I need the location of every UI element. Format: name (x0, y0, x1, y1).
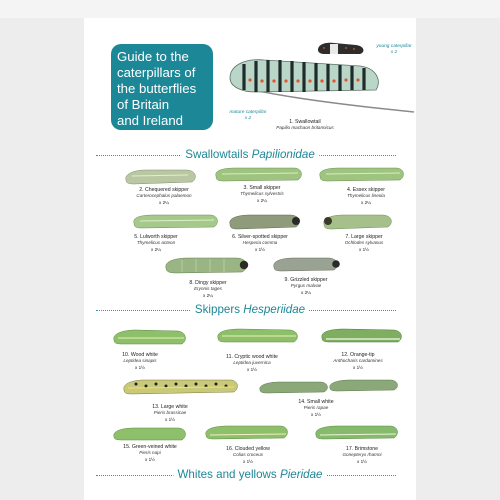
species-number: 4. Essex skipper (346, 187, 386, 193)
species-number: 3. Small skipper (243, 185, 281, 191)
species-magnification: x 1½ (165, 416, 175, 422)
species-label-7 (345, 234, 384, 253)
title-line: of Britain (117, 97, 170, 112)
wood-white-caterpillar (114, 330, 186, 344)
species-number: 12. Orange-tip (341, 352, 375, 358)
species-magnification: x 1½ (357, 458, 367, 464)
species-label-6 (232, 234, 288, 253)
grizzled-skipper-caterpillar (274, 258, 340, 271)
species-scientific: Leptidea juvernica (233, 360, 271, 366)
species-magnification: x 1½ (255, 246, 265, 252)
species-magnification: x 1½ (359, 246, 369, 252)
guide-sheet (84, 18, 416, 500)
mature-label-text: mature caterpillar (229, 110, 267, 115)
large-skipper-caterpillar (324, 215, 392, 229)
essex-skipper-caterpillar (320, 168, 404, 181)
young-caterpillar-label (376, 44, 411, 56)
chequered-skipper-caterpillar (126, 170, 196, 184)
orange-tip-caterpillar (322, 329, 402, 342)
species-scientific: Carterocephalus palaemon (136, 193, 192, 199)
species-label-4 (347, 187, 385, 206)
species-label-17 (342, 446, 381, 465)
large-white-caterpillar (124, 380, 238, 394)
species-number: 9. Grizzled skipper (284, 277, 328, 283)
species-number: 2. Chequered skipper (139, 187, 189, 193)
title-line: Guide to the (117, 49, 189, 64)
species-magnification: x 1½ (247, 366, 257, 372)
species-scientific: Colias croceus (232, 452, 264, 458)
cryptic-wood-white-caterpillar (218, 329, 298, 342)
species-scientific: Pieris brassicae (153, 410, 187, 416)
species-scientific: Pyrgus malvae (290, 283, 322, 289)
title-line: and Ireland (117, 113, 183, 128)
species-scientific: Gonepteryx rhamni (342, 452, 382, 458)
species-label-15 (123, 444, 177, 463)
species-label-5 (134, 234, 178, 253)
section-scientific: Pieridae (279, 468, 323, 481)
section-common: Whites and yellows (177, 468, 277, 481)
small-skipper-caterpillar (216, 168, 302, 181)
section-title (191, 303, 309, 316)
species-label-13 (152, 404, 187, 423)
section-heading-whites (84, 468, 416, 482)
species-scientific: Pieris napi (139, 450, 161, 456)
species-scientific: Erynnis tages (194, 286, 222, 292)
species-label-8 (189, 280, 226, 299)
species-label-3 (240, 185, 283, 204)
top-margin (0, 0, 500, 18)
species-magnification: x 2¼ (301, 289, 311, 295)
species-scientific: Thymelicus lineola (347, 193, 385, 199)
swallowtail-label (276, 119, 333, 132)
species-scientific: Leptidea sinapis (123, 358, 157, 364)
section-common: Skippers (194, 303, 240, 316)
green-veined-white-caterpillar (114, 428, 186, 440)
swallowtail-mature-caterpillar (230, 60, 414, 112)
species-number: 8. Dingy skipper (189, 280, 227, 286)
small-white-caterpillar (260, 380, 398, 393)
species-number: 14. Small white (298, 399, 334, 405)
species-magnification: x 1½ (311, 411, 321, 417)
species-scientific: Ochlodes sylvanus (344, 240, 384, 246)
section-scientific: Hesperiidae (243, 303, 306, 316)
species-scientific: Hesperia comma (242, 240, 278, 246)
species-magnification: x 1½ (145, 456, 155, 462)
species-label-12 (333, 352, 382, 371)
species-magnification: x 2¼ (159, 199, 169, 205)
species-number: 15. Green-veined white (123, 444, 177, 450)
silver-spotted-skipper-caterpillar (230, 215, 300, 229)
section-heading-swallowtails (84, 148, 416, 162)
species-label-16 (226, 446, 270, 465)
section-title (181, 148, 319, 161)
species-magnification: x 1½ (353, 364, 363, 370)
species-magnification: x 2¼ (257, 197, 267, 203)
species-label-14 (298, 399, 333, 418)
species-scientific: Thymelicus sylvestris (240, 191, 284, 197)
section-common: Swallowtails (185, 148, 249, 161)
section-title (173, 468, 326, 481)
mature-caterpillar-label (229, 110, 266, 122)
species-label-11 (226, 354, 278, 373)
section-heading-skippers (84, 303, 416, 317)
title-line: the butterflies (117, 81, 197, 96)
species-number: 13. Large white (152, 404, 188, 410)
dingy-skipper-caterpillar (166, 258, 248, 273)
guide-title (111, 44, 213, 130)
species-number: 17. Brimstone (345, 446, 379, 452)
species-magnification: x 1½ (243, 458, 253, 464)
title-line: caterpillars of (117, 65, 196, 80)
species-number: 6. Silver-spotted skipper (232, 234, 288, 240)
species-label-2 (136, 187, 191, 206)
species-number: 5. Lulworth skipper (134, 234, 178, 240)
young-label-mag: x 2 (390, 50, 398, 55)
swallowtail-young-caterpillar (318, 43, 363, 54)
species-magnification: x 2¼ (151, 246, 161, 252)
clouded-yellow-caterpillar (206, 426, 288, 439)
species-number: 16. Clouded yellow (226, 446, 270, 452)
section-scientific: Papilionidae (251, 148, 315, 161)
species-magnification: x 2¼ (361, 199, 371, 205)
species-number: 1. Swallowtail (289, 119, 321, 125)
lulworth-skipper-caterpillar (134, 215, 218, 228)
mature-label-mag: x 2 (244, 116, 252, 121)
species-magnification: x 2¼ (203, 292, 213, 298)
species-scientific: Papilio machaon britannicus (276, 125, 334, 131)
species-scientific: Pieris rapae (303, 405, 329, 411)
species-scientific: Thymelicus acteon (136, 240, 176, 246)
species-label-10 (122, 352, 158, 371)
species-magnification: x 1½ (135, 364, 145, 370)
species-scientific: Anthocharis cardamines (333, 358, 383, 364)
species-number: 7. Large skipper (345, 234, 383, 240)
species-number: 11. Cryptic wood white (226, 354, 278, 360)
young-label-text: young caterpillar (376, 44, 412, 49)
species-label-9 (285, 277, 328, 296)
brimstone-caterpillar (316, 426, 398, 439)
species-number: 10. Wood white (122, 352, 158, 358)
